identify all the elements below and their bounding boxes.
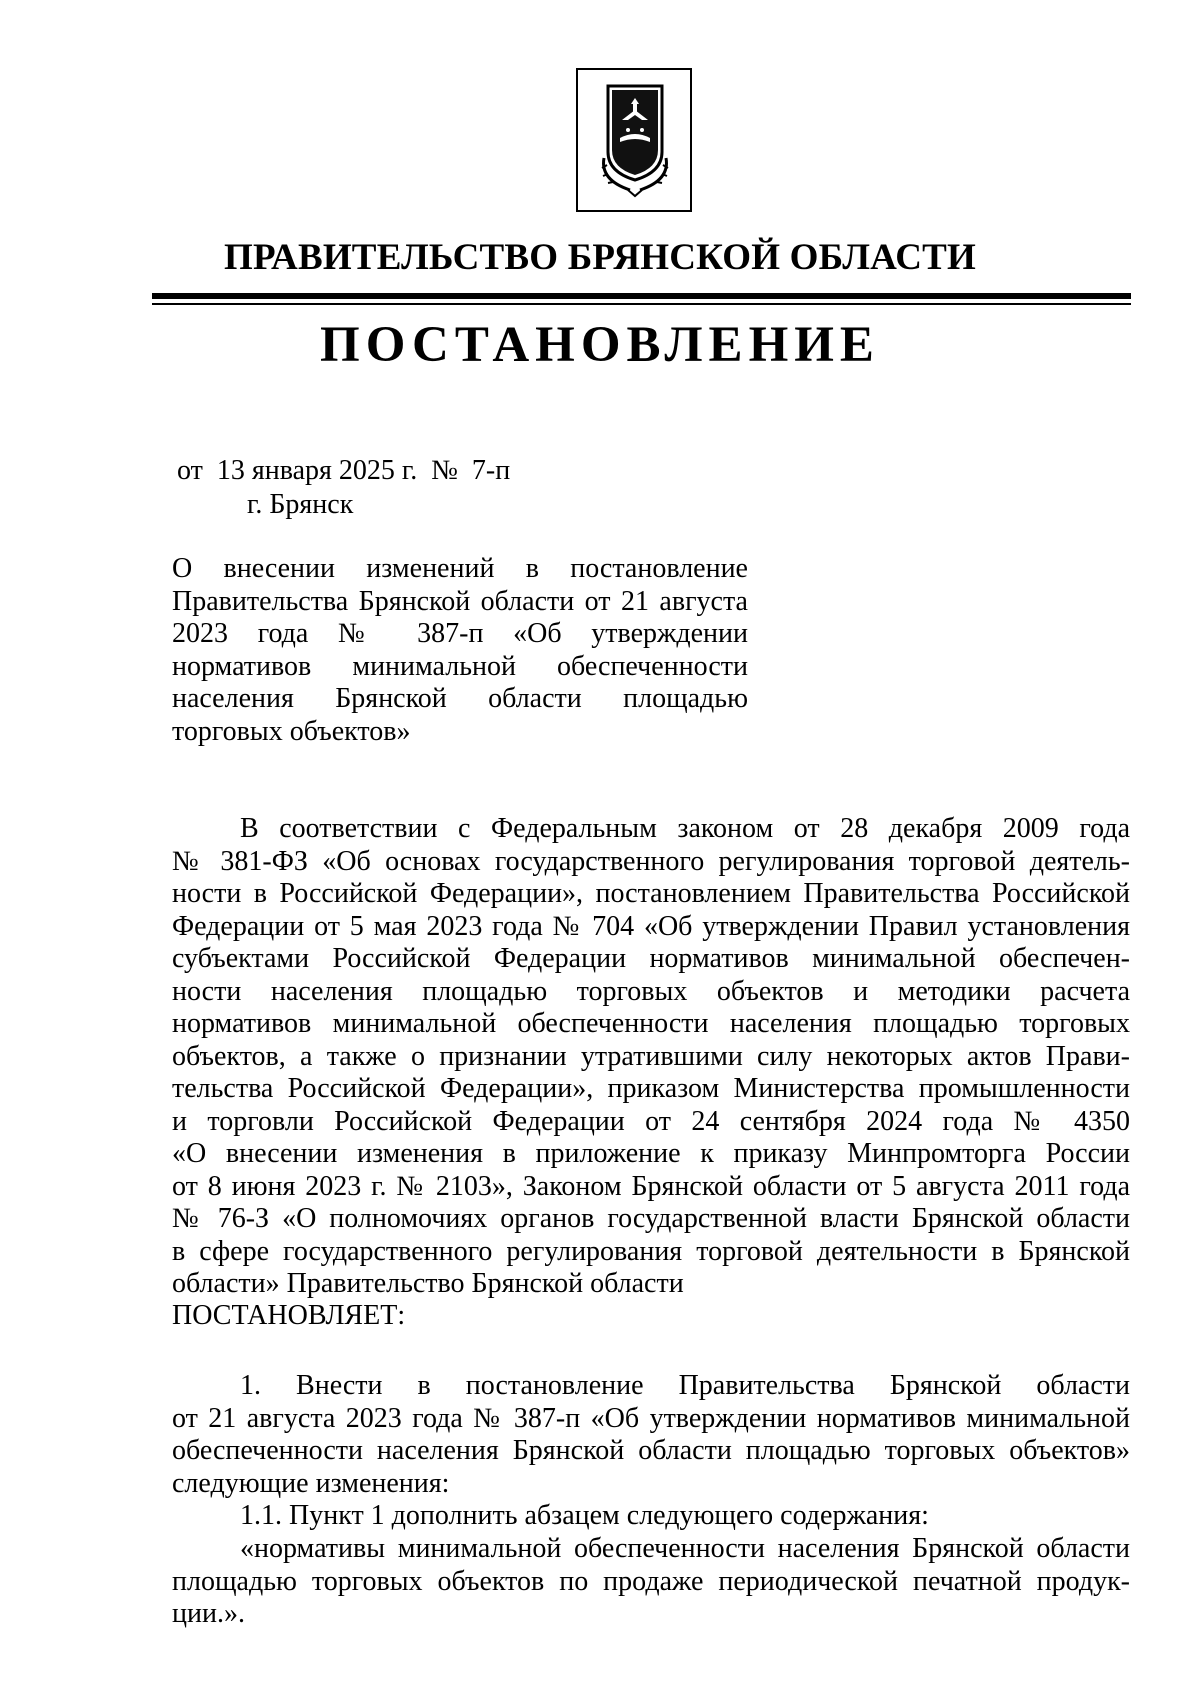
subject-line: нормативов минимальной обеспеченности — [172, 650, 748, 682]
government-title: ПРАВИТЕЛЬСТВО БРЯНСКОЙ ОБЛАСТИ — [223, 237, 977, 278]
quote-line: «нормативы минимальной обеспеченности населения Брянской области — [240, 1533, 1130, 1564]
coat-of-arms-icon — [590, 80, 680, 200]
subject-line: Правительства Брянской области от 21 августа — [172, 585, 748, 617]
preamble-line: нормативов минимальной обеспеченности населения площадью торговых — [172, 1008, 1130, 1039]
item-1-1-paragraph — [172, 1500, 1130, 1533]
subject-line: О внесении изменений в постановление — [172, 553, 748, 584]
preamble-line: В соответствии с Федеральным законом от 28 декабря 2009 года — [240, 813, 1130, 844]
item-1-line: 1. Внести в постановление Правительства Брянской области — [240, 1370, 1130, 1401]
header-rule-thick — [152, 293, 1131, 299]
preamble-line: тельства Российской Федерации», приказом Министерства промышленности — [172, 1073, 1130, 1104]
header-rule-thin — [152, 303, 1131, 305]
item-1-1-line: 1.1. Пункт 1 дополнить абзацем следующего содержания: — [240, 1500, 929, 1531]
item-1-line: обеспеченности населения Брянской области площадью торговых объектов» — [172, 1435, 1130, 1466]
document-type-title: ПОСТАНОВЛЕНИЕ — [320, 317, 880, 373]
preamble-line: области» Правительство Брянской области — [172, 1268, 684, 1299]
quote-line: площадью торговых объектов по продаже периодической печатной продук- — [172, 1565, 1130, 1597]
subject-line: 2023 года № 387-п «Об утверждении — [172, 618, 748, 649]
preamble-line: ности населения площадью торговых объектов и методики расчета — [172, 975, 1130, 1007]
quoted-amendment — [172, 1533, 1130, 1631]
item-1-paragraph — [172, 1370, 1130, 1500]
preamble-line: в сфере государственного регулирования торговой деятельности в Брянской — [172, 1235, 1130, 1267]
preamble-line: ности в Российской Федерации», постановлением Правительства Российской — [172, 878, 1130, 909]
preamble-paragraph — [172, 813, 1130, 1301]
city: г. Брянск — [247, 489, 354, 520]
item-1-line: следующие изменения: — [172, 1467, 450, 1499]
resolves-text: ПОСТАНОВЛЯЕТ: — [172, 1300, 406, 1331]
quote-line: ции.». — [172, 1598, 245, 1629]
preamble-line: Федерации от 5 мая 2023 года № 704 «Об утверждении Правил установления — [172, 910, 1130, 942]
date-and-number: от 13 января 2025 г. № 7-п — [177, 455, 511, 486]
resolves-heading — [172, 1300, 1130, 1333]
item-1-line: от 21 августа 2023 года № 387-п «Об утверждении нормативов минимальной — [172, 1402, 1130, 1434]
preamble-line: № 76-З «О полномочиях органов государственной власти Брянской области — [172, 1203, 1130, 1234]
preamble-line: № 381-ФЗ «Об основах государственного регулирования торговой деятель- — [172, 845, 1130, 877]
document-subject — [172, 553, 748, 748]
preamble-line: субъектами Российской Федерации нормативов минимальной обеспечен- — [172, 943, 1130, 974]
preamble-line: «О внесении изменения в приложение к приказу Минпромторга России — [172, 1138, 1130, 1169]
coat-of-arms-frame — [576, 68, 692, 212]
preamble-line: от 8 июня 2023 г. № 2103», Законом Брянской области от 5 августа 2011 года — [172, 1170, 1130, 1202]
subject-line: населения Брянской области площадью — [172, 683, 748, 714]
preamble-line: и торговли Российской Федерации от 24 сентября 2024 года № 4350 — [172, 1105, 1130, 1137]
preamble-line: объектов, а также о признании утратившими силу некоторых актов Прави- — [172, 1040, 1130, 1072]
subject-line: торговых объектов» — [172, 715, 411, 747]
